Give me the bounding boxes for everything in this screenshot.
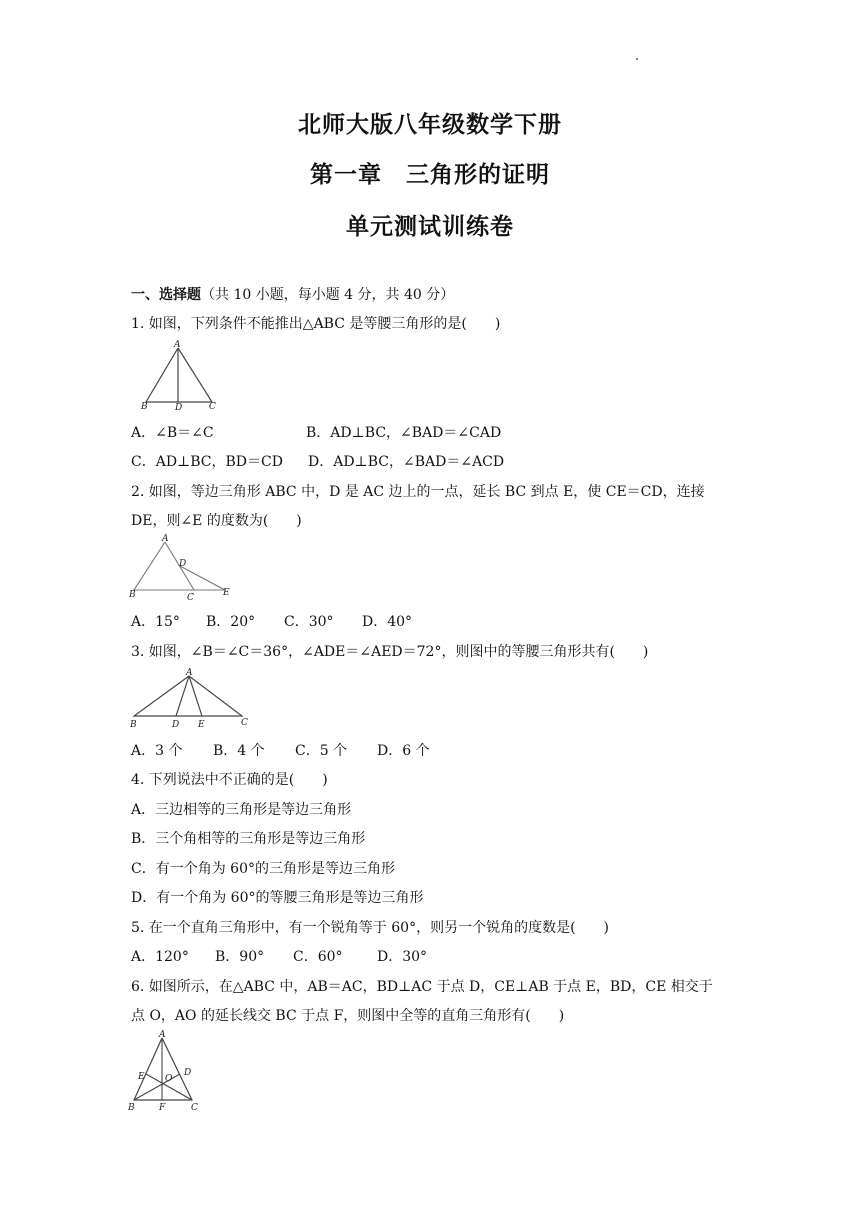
question-3-text: 3. 如图，∠B＝∠C＝36°，∠ADE＝∠AED＝72°，则图中的等腰三角形共有( ) <box>131 644 649 660</box>
figure-2-label-b: B <box>129 590 136 600</box>
figure-1-label-a: A <box>174 340 181 350</box>
question-5-text: 5. 在一个直角三角形中，有一个锐角等于 60°，则另一个锐角的度数是( ) <box>131 920 609 936</box>
section-note: （共 10 小题，每小题 4 分，共 40 分） <box>201 287 455 303</box>
question-4-option-a: A．三边相等的三角形是等边三角形 <box>131 802 352 818</box>
question-6-text-line-2: 点 O，AO 的延长线交 BC 于点 F，则图中全等的直角三角形有( ) <box>131 1008 565 1024</box>
figure-3-label-a: A <box>186 668 193 678</box>
figure-3-label-d: D <box>172 720 180 730</box>
figure-1-label-c: C <box>209 402 216 412</box>
question-1-option-c: C．AD⊥BC，BD＝CD <box>131 454 283 470</box>
question-6-text-line-1: 6. 如图所示，在△ABC 中，AB＝AC，BD⊥AC 于点 D，CE⊥AB 于点 E，BD，CE 相交于 <box>131 979 713 995</box>
figure-3-label-c: C <box>241 718 248 728</box>
question-2-option-a: A．15° <box>131 614 180 630</box>
question-2-option-d: D．40° <box>362 614 413 630</box>
question-4-option-d: D．有一个角为 60°的等腰三角形是等边三角形 <box>131 890 424 906</box>
figure-6-label-o: O <box>165 1074 173 1084</box>
figure-6 <box>128 1030 208 1114</box>
figure-1 <box>140 342 220 412</box>
figure-6-label-c: C <box>191 1103 198 1113</box>
question-1-text: 1. 如图，下列条件不能推出△ABC 是等腰三角形的是( ) <box>131 316 501 332</box>
question-3-option-c: C．5 个 <box>295 743 348 759</box>
figure-2-label-e: E <box>223 588 230 598</box>
question-5-option-d: D．30° <box>377 949 428 965</box>
section-heading <box>131 284 454 304</box>
figure-3-label-b: B <box>130 720 137 730</box>
question-3-option-d: D．6 个 <box>377 743 430 759</box>
document-title: 北师大版八年级数学下册 <box>298 112 562 138</box>
figure-3-label-e: E <box>198 720 205 730</box>
question-5-options <box>131 946 427 966</box>
figure-6-label-a: A <box>159 1030 166 1040</box>
question-4-text: 4. 下列说法中不正确的是( ) <box>131 772 328 788</box>
section-label: 一、选择题 <box>131 287 201 303</box>
figure-2-label-a: A <box>162 534 169 544</box>
figure-2 <box>130 536 240 602</box>
question-5-option-a: A．120° <box>131 949 189 965</box>
question-3-option-a: A．3 个 <box>131 743 183 759</box>
question-2-option-c: C．30° <box>284 614 334 630</box>
question-2-options <box>131 611 412 631</box>
chapter-title: 第一章 三角形的证明 <box>310 162 550 188</box>
question-3-option-b: B．4 个 <box>213 743 265 759</box>
figure-2-label-c: C <box>187 593 194 603</box>
question-5-option-c: C．60° <box>293 949 343 965</box>
figure-6-label-d: D <box>184 1068 192 1078</box>
question-2-text-line-2: DE，则∠E 的度数为( ) <box>131 513 302 529</box>
question-5-option-b: B．90° <box>215 949 265 965</box>
question-1-options-row-2 <box>131 451 504 471</box>
question-1-option-d: D．AD⊥BC，∠BAD＝∠ACD <box>308 454 505 470</box>
question-1-options-row-1 <box>131 422 501 442</box>
figure-3 <box>130 666 260 732</box>
question-4-option-c: C．有一个角为 60°的三角形是等边三角形 <box>131 861 395 877</box>
question-1-option-a: A．∠B＝∠C <box>131 425 214 441</box>
figure-2-label-d: D <box>179 559 187 569</box>
figure-6-label-f: F <box>159 1103 166 1113</box>
figure-1-label-b: B <box>141 402 148 412</box>
question-4-option-b: B．三个角相等的三角形是等边三角形 <box>131 831 366 847</box>
figure-1-label-d: D <box>175 403 183 413</box>
test-title: 单元测试训练卷 <box>346 214 514 240</box>
figure-6-label-e: E <box>138 1072 145 1082</box>
question-2-text-line-1: 2. 如图，等边三角形 ABC 中，D 是 AC 边上的一点，延长 BC 到点 E，使 CE＝CD，连接 <box>131 484 705 500</box>
question-2-option-b: B．20° <box>206 614 256 630</box>
question-1-option-b: B．AD⊥BC，∠BAD＝∠CAD <box>306 425 502 441</box>
question-3-options <box>131 740 430 760</box>
page-mark <box>636 58 638 60</box>
figure-6-label-b: B <box>128 1103 135 1113</box>
